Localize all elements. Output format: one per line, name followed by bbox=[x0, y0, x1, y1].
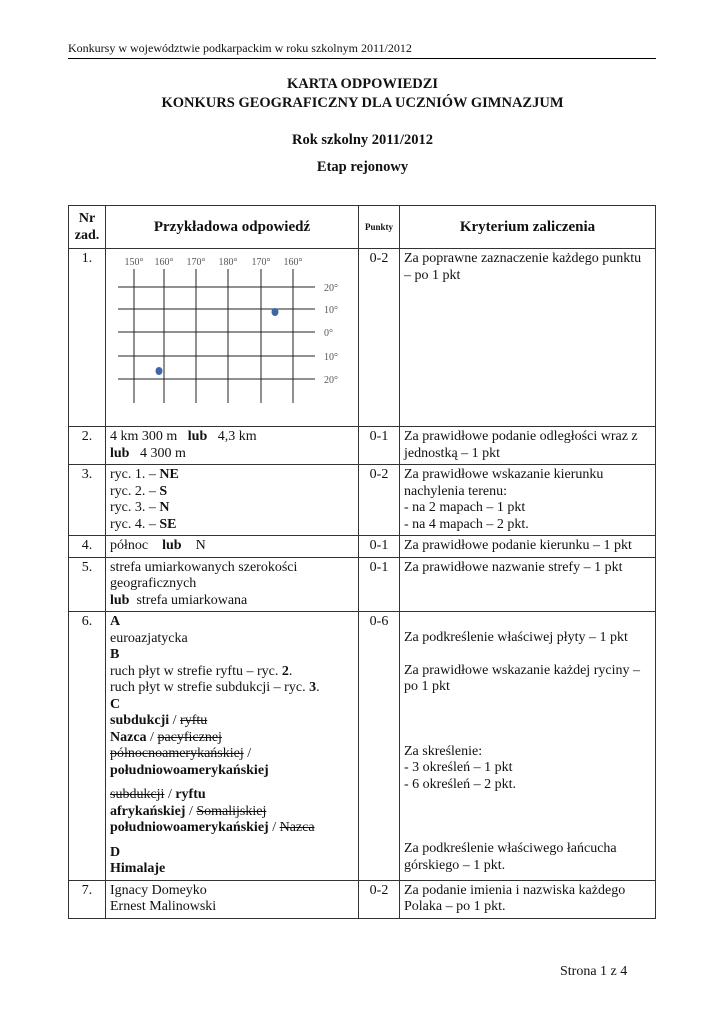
criterion-text: Za podkreślenie właściwej płyty – 1 pkt bbox=[404, 630, 628, 645]
answer-cell bbox=[106, 249, 359, 427]
points-cell: 0-1 bbox=[359, 557, 400, 612]
criterion-text: Za skreślenie: bbox=[404, 743, 483, 759]
table-row bbox=[69, 427, 656, 465]
answer-label: ryc. 4. – bbox=[110, 516, 160, 532]
struck-term: subdukcji bbox=[110, 787, 165, 802]
table-row bbox=[69, 880, 656, 918]
table-row bbox=[69, 465, 656, 536]
answer-label: ryc. 3. – bbox=[110, 500, 160, 515]
answer-text: 4 km 300 m bbox=[110, 429, 178, 444]
correct-term: południowoamerykańskiej bbox=[110, 762, 269, 778]
answer-text: ruch płyt w strefie ryftu – ryc. bbox=[110, 663, 282, 679]
lat-label: 0° bbox=[324, 328, 333, 339]
points-cell: 0-2 bbox=[359, 249, 400, 427]
answer-text: 4,3 km bbox=[217, 429, 257, 444]
header-points: Punkty bbox=[359, 206, 400, 249]
lat-label: 20° bbox=[324, 375, 338, 386]
answer-line: ruch płyt w strefie ryftu – ryc. 2. bbox=[110, 663, 293, 679]
correct-term: Nazca bbox=[110, 729, 147, 745]
answer-line: subdukcji / ryftu bbox=[110, 713, 208, 728]
answer-line: Nazca / pacyficznej bbox=[110, 729, 222, 745]
answer-value: 3 bbox=[309, 680, 317, 695]
criterion-text: Za podkreślenie właściwego łańcucha górskiego – 1 pkt. bbox=[404, 841, 617, 873]
answer-label: ryc. 1. – bbox=[110, 467, 160, 482]
answer-line: subdukcji / ryftu bbox=[110, 787, 206, 802]
answer-line: północnoamerykańskiej / bbox=[110, 746, 252, 761]
answer-value: SE bbox=[159, 516, 177, 532]
points-cell: 0-2 bbox=[359, 880, 400, 918]
answer-or: lub bbox=[162, 538, 182, 553]
criterion-text: Za prawidłowe wskazanie każdej ryciny – po 1 pkt bbox=[404, 662, 640, 694]
points-cell: 0-1 bbox=[359, 427, 400, 465]
correct-term: subdukcji bbox=[110, 713, 170, 728]
header-answer: Przykładowa odpowiedź bbox=[106, 206, 359, 249]
points-cell: 0-1 bbox=[359, 536, 400, 558]
answer-text: Ignacy Domeyko bbox=[110, 882, 207, 898]
answer-value: 2 bbox=[281, 663, 289, 679]
task-number: 7. bbox=[69, 880, 106, 918]
answer-text: strefa umiarkowana bbox=[136, 592, 248, 608]
criterion-cell bbox=[400, 465, 656, 536]
answer-value: S bbox=[159, 483, 168, 499]
answer-or: lub bbox=[110, 445, 130, 461]
criterion-text: - na 2 mapach – 1 pkt bbox=[404, 500, 526, 515]
lat-label: 20° bbox=[324, 283, 338, 294]
answer-cell bbox=[106, 612, 359, 881]
grid-svg bbox=[110, 251, 350, 416]
task-number: 3. bbox=[69, 465, 106, 536]
answer-line: ruch płyt w strefie subdukcji – ryc. 3. bbox=[110, 680, 320, 695]
lon-label: 160° bbox=[154, 257, 174, 268]
correct-term: ryftu bbox=[175, 787, 206, 802]
table-row bbox=[69, 536, 656, 558]
criterion-text: - 6 określeń – 2 pkt. bbox=[404, 776, 516, 792]
running-header: Konkursy w województwie podkarpackim w roku szkolnym 2011/2012 bbox=[68, 41, 656, 59]
part-label: D bbox=[110, 844, 121, 860]
answer-line: południowoamerykańskiej / Nazca bbox=[110, 820, 315, 835]
answer-cell bbox=[106, 557, 359, 612]
part-label: A bbox=[110, 614, 121, 629]
task-number: 2. bbox=[69, 427, 106, 465]
answer-text: Ernest Malinowski bbox=[110, 899, 217, 914]
answer-or: lub bbox=[187, 429, 208, 444]
answer-cell bbox=[106, 536, 359, 558]
header-nr bbox=[69, 206, 106, 249]
correct-term: Himalaje bbox=[110, 861, 166, 876]
criterion-text: - na 4 mapach – 2 pkt. bbox=[404, 516, 529, 532]
lon-label: 180° bbox=[218, 257, 238, 268]
table-row bbox=[69, 249, 656, 427]
answer-text: 4 300 m bbox=[139, 445, 186, 461]
map-background bbox=[110, 251, 350, 416]
answer-text: ruch płyt w strefie subdukcji – ryc. bbox=[110, 680, 310, 695]
page-number: Strona 1 z 4 bbox=[560, 964, 628, 979]
correct-term: południowoamerykańskiej bbox=[110, 820, 269, 835]
stage: Etap rejonowy bbox=[316, 159, 409, 175]
task-number: 5. bbox=[69, 557, 106, 612]
part-label: B bbox=[110, 647, 120, 662]
struck-term: ryftu bbox=[180, 713, 208, 728]
criterion-cell: Za prawidłowe podanie odległości wraz z jednostką – 1 pkt bbox=[400, 427, 656, 465]
criterion-cell: Za prawidłowe podanie kierunku – 1 pkt bbox=[400, 536, 656, 558]
table-row bbox=[69, 557, 656, 612]
header-criterion: Kryterium zaliczenia bbox=[400, 206, 656, 249]
coordinate-grid-map bbox=[110, 251, 350, 416]
lon-label: 150° bbox=[124, 257, 144, 268]
task-number: 1. bbox=[69, 249, 106, 427]
doc-subtitle: KONKURS GEOGRAFICZNY DLA UCZNIÓW GIMNAZJUM bbox=[161, 95, 564, 111]
answer-line bbox=[110, 500, 354, 517]
answer-cell bbox=[106, 427, 359, 465]
answer-line: afrykańskiej / Somalijskiej bbox=[110, 803, 267, 819]
criterion-text: - 3 określeń – 1 pkt bbox=[404, 760, 513, 775]
answer-line bbox=[110, 467, 354, 484]
header-nr-line2: zad. bbox=[74, 228, 100, 243]
struck-term: Somalijskiej bbox=[196, 803, 267, 819]
part-label: C bbox=[110, 696, 121, 712]
answer-line bbox=[110, 593, 354, 610]
answer-or: lub bbox=[110, 592, 130, 608]
marked-point bbox=[156, 367, 163, 375]
answer-line bbox=[110, 484, 354, 501]
struck-term: północnoamerykańskiej bbox=[110, 746, 244, 761]
answer-text: północ bbox=[110, 538, 149, 553]
table-row bbox=[69, 612, 656, 881]
lon-label: 160° bbox=[283, 257, 303, 268]
criterion-cell: Za poprawne zaznaczenie każdego punktu – po 1 pkt bbox=[400, 249, 656, 427]
answer-table bbox=[68, 205, 656, 919]
answer-text: N bbox=[195, 538, 206, 553]
struck-term: Nazca bbox=[279, 820, 315, 835]
answer-line bbox=[110, 517, 354, 534]
criterion-text: Za prawidłowe wskazanie kierunku nachylenia terenu: bbox=[404, 467, 604, 499]
correct-term: afrykańskiej bbox=[110, 803, 186, 819]
header-nr-line1: Nr bbox=[78, 211, 96, 226]
answer-cell bbox=[106, 465, 359, 536]
points-cell: 0-6 bbox=[359, 612, 400, 881]
lat-label: 10° bbox=[324, 352, 338, 363]
task-number: 4. bbox=[69, 536, 106, 558]
answer-label: ryc. 2. – bbox=[110, 483, 160, 499]
criterion-cell bbox=[400, 612, 656, 881]
lon-label: 170° bbox=[186, 257, 206, 268]
points-cell: 0-2 bbox=[359, 465, 400, 536]
answer-value: N bbox=[159, 500, 170, 515]
answer-value: NE bbox=[159, 467, 179, 482]
doc-title: KARTA ODPOWIEDZI bbox=[286, 76, 439, 92]
answer-cell bbox=[106, 880, 359, 918]
lon-label: 170° bbox=[251, 257, 271, 268]
struck-term: pacyficznej bbox=[157, 729, 222, 745]
answer-text: strefa umiarkowanych szerokości geograficznych bbox=[110, 559, 298, 591]
criterion-cell: Za prawidłowe nazwanie strefy – 1 pkt bbox=[400, 557, 656, 612]
marked-point bbox=[272, 308, 279, 316]
table-header-row bbox=[69, 206, 656, 249]
school-year: Rok szkolny 2011/2012 bbox=[292, 132, 433, 148]
answer-text: euroazjatycka bbox=[110, 630, 188, 646]
task-number: 6. bbox=[69, 612, 106, 881]
lat-label: 10° bbox=[324, 305, 338, 316]
criterion-cell: Za podanie imienia i nazwiska każdego Polaka – po 1 pkt. bbox=[400, 880, 656, 918]
